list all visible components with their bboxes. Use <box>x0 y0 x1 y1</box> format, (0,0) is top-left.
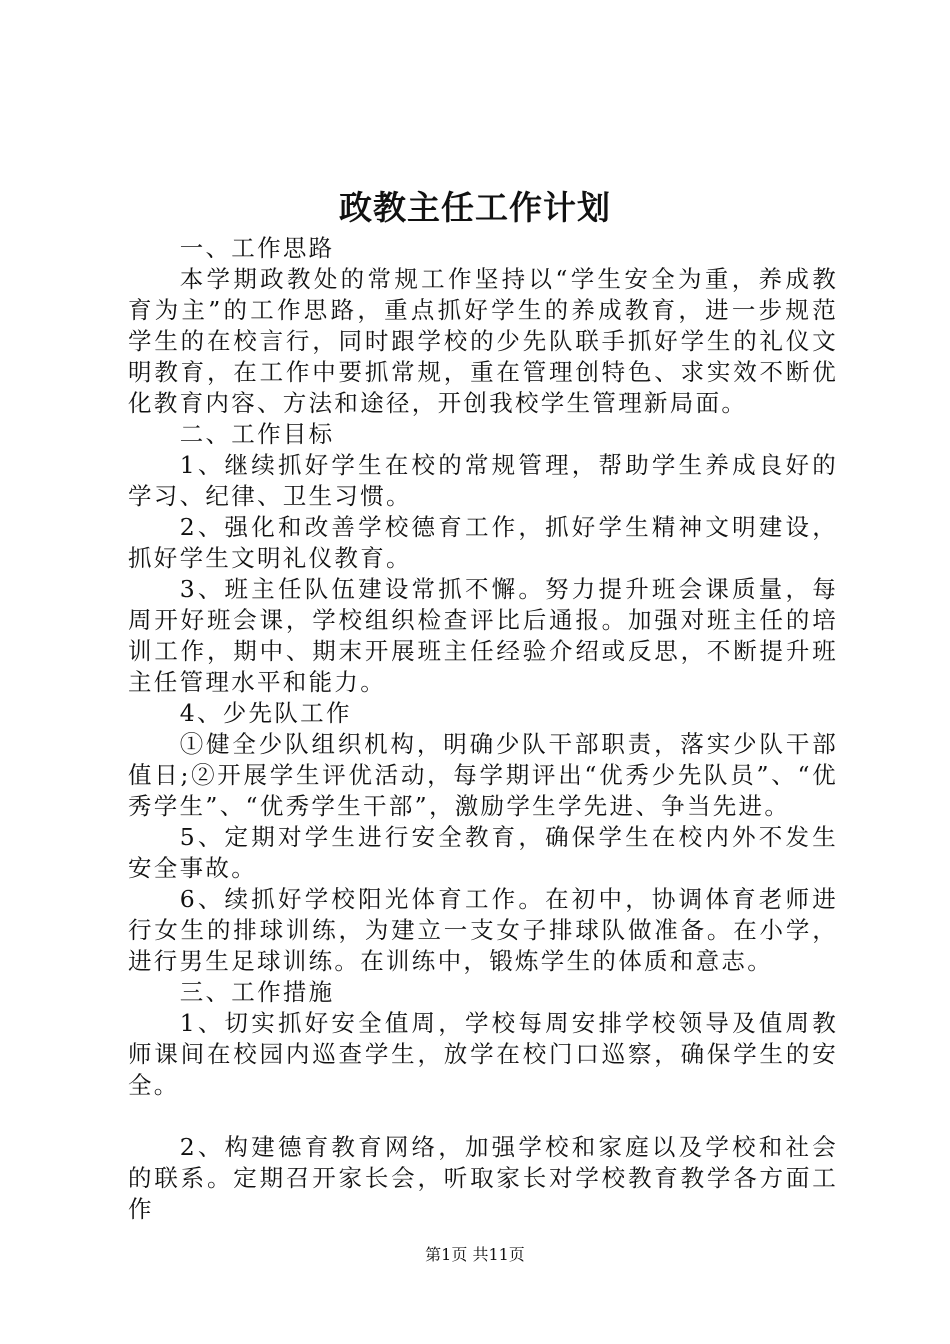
paragraph-work-idea: 本学期政教处的常规工作坚持以“学生安全为重，养成教育为主”的工作思路，重点抓好学生的养成教育，进一步规范学生的在校言行，同时跟学校的少先队联手抓好学生的礼仪文明教育，在工作中要抓常规，重在管理创特色、求实效不断优化教育内容、方法和途径，开创我校学生管理新局面。 <box>128 265 838 417</box>
paragraph-goal-6: 6、续抓好学校阳光体育工作。在初中，协调体育老师进行女生的排球训练，为建立一支女子排球队做准备。在小学，进行男生足球训练。在训练中，锻炼学生的体质和意志。 <box>128 885 838 975</box>
paragraph-goal-4-detail: ①健全少队组织机构，明确少队干部职责，落实少队干部值日;②开展学生评优活动，每学期评出“优秀少先队员”、“优秀学生”、“优秀学生干部”，激励学生学先进、争当先进。 <box>128 730 838 820</box>
document-title: 政教主任工作计划 <box>339 188 611 227</box>
section-heading-1: 一、工作思路 <box>179 234 335 262</box>
paragraph-goal-2: 2、强化和改善学校德育工作，抓好学生精神文明建设，抓好学生文明礼仪教育。 <box>128 513 838 572</box>
document-body <box>128 233 838 1225</box>
paragraph-goal-5: 5、定期对学生进行安全教育，确保学生在校内外不发生安全事故。 <box>128 823 838 882</box>
section-heading-3: 三、工作措施 <box>179 978 335 1006</box>
paragraph-goal-3: 3、班主任队伍建设常抓不懈。努力提升班会课质量，每周开好班会课，学校组织检查评比后通报。加强对班主任的培训工作，期中、期末开展班主任经验介绍或反思，不断提升班主任管理水平和能力。 <box>128 575 838 696</box>
section-heading-2: 二、工作目标 <box>179 420 335 448</box>
paragraph-goal-4-heading: 4、少先队工作 <box>179 699 352 727</box>
paragraph-measure-2: 2、构建德育教育网络，加强学校和家庭以及学校和社会的联系。定期召开家长会，听取家长对学校教育教学各方面工作 <box>128 1133 838 1223</box>
paragraph-measure-1: 1、切实抓好安全值周，学校每周安排学校领导及值周教师课间在校园内巡查学生，放学在校门口巡察，确保学生的安全。 <box>128 1009 838 1099</box>
paragraph-goal-1: 1、继续抓好学生在校的常规管理，帮助学生养成良好的学习、纪律、卫生习惯。 <box>128 451 838 510</box>
page-number: 第1页 共11页 <box>425 1245 525 1264</box>
